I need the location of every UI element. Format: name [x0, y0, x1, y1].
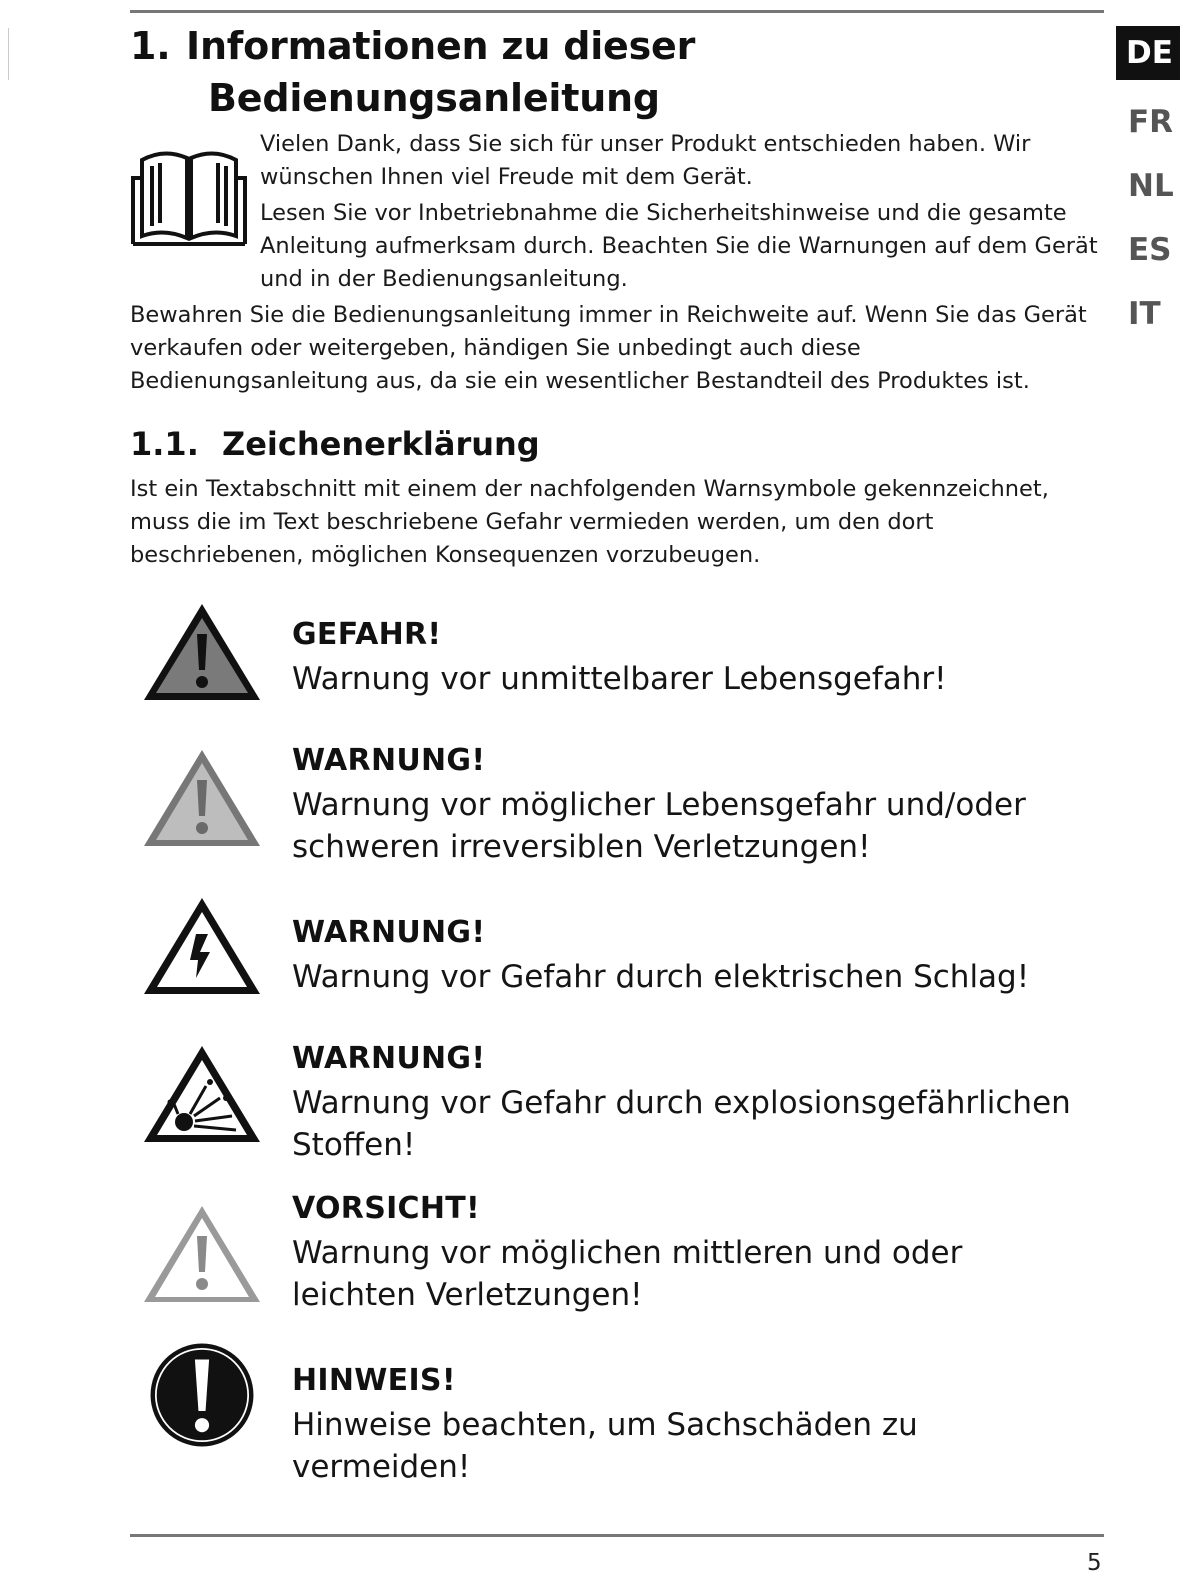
warning-description: Warnung vor Gefahr durch explosionsgefährlichen Stoffen!: [292, 1085, 1071, 1163]
warning-label: HINWEIS!: [292, 1363, 456, 1398]
lang-tab-de[interactable]: DE: [1116, 26, 1180, 80]
intro-paragraph-2: Lesen Sie vor Inbetriebnahme die Sicherheitshinweise und die gesamte Anleitung aufmerksam durch. Beachten Sie die Warnungen auf dem Gerät und in der Bedienungsanleitung.: [260, 200, 1098, 292]
section-heading: [130, 20, 695, 124]
warning-label: WARNUNG!: [292, 743, 486, 778]
caution-triangle-icon: [140, 1202, 264, 1312]
warning-description: Hinweise beachten, um Sachschäden zu vermeiden!: [292, 1407, 918, 1485]
subsection-paragraph: Ist ein Textabschnitt mit einem der nachfolgenden Warnsymbole gekennzeichnet, muss die im Text beschriebene Gefahr vermieden werden, um den dort beschriebenen, möglichen Konsequenzen vorzubeugen.: [130, 476, 1049, 568]
subsection-heading: [130, 422, 540, 466]
lang-tab-it[interactable]: IT: [1128, 296, 1161, 332]
intro-text: [260, 128, 1100, 299]
lang-tab-es[interactable]: ES: [1128, 232, 1172, 268]
subsection-number: 1.1.: [130, 425, 199, 463]
electric-shock-icon: [140, 894, 264, 1004]
top-rule: [130, 10, 1104, 13]
section-number: 1.: [130, 24, 171, 68]
danger-triangle-icon: [140, 600, 264, 710]
intro-paragraph-1: Vielen Dank, dass Sie sich für unser Produkt entschieden haben. Wir wünschen Ihnen viel Freude mit dem Gerät.: [260, 131, 1031, 190]
lang-tab-nl[interactable]: NL: [1128, 168, 1174, 204]
warning-label: GEFAHR!: [292, 617, 442, 652]
warning-label: WARNUNG!: [292, 1041, 486, 1076]
explosive-icon: [140, 1042, 264, 1152]
notice-circle-icon: [140, 1340, 264, 1450]
margin-mark: [8, 28, 9, 80]
section-title-line2: Bedienungsanleitung: [208, 76, 660, 120]
warning-label: VORSICHT!: [292, 1191, 481, 1226]
warning-label: WARNUNG!: [292, 915, 486, 950]
subsection-title: Zeichenerklärung: [222, 425, 540, 463]
book-icon: [130, 146, 248, 250]
intro-paragraph-3: Bewahren Sie die Bedienungsanleitung immer in Reichweite auf. Wenn Sie das Gerät verkaufen oder weitergeben, händigen Sie unbedingt auch diese Bedienungsanleitung aus, da sie ein wesentlicher Bestandteil des Produktes ist.: [130, 302, 1087, 394]
page-number: 5: [1087, 1550, 1102, 1576]
section-title-line1: Informationen zu dieser: [186, 24, 696, 68]
bottom-rule: [130, 1534, 1104, 1537]
warning-description: Warnung vor möglichen mittleren und oder leichten Verletzungen!: [292, 1235, 963, 1313]
warning-description: Warnung vor möglicher Lebensgefahr und/oder schweren irreversiblen Verletzungen!: [292, 787, 1026, 865]
language-tabs: [1116, 26, 1180, 346]
warning-description: Warnung vor Gefahr durch elektrischen Schlag!: [292, 959, 1030, 995]
lang-tab-fr[interactable]: FR: [1128, 104, 1174, 140]
warning-description: Warnung vor unmittelbarer Lebensgefahr!: [292, 661, 947, 697]
warning-triangle-icon: [140, 746, 264, 856]
